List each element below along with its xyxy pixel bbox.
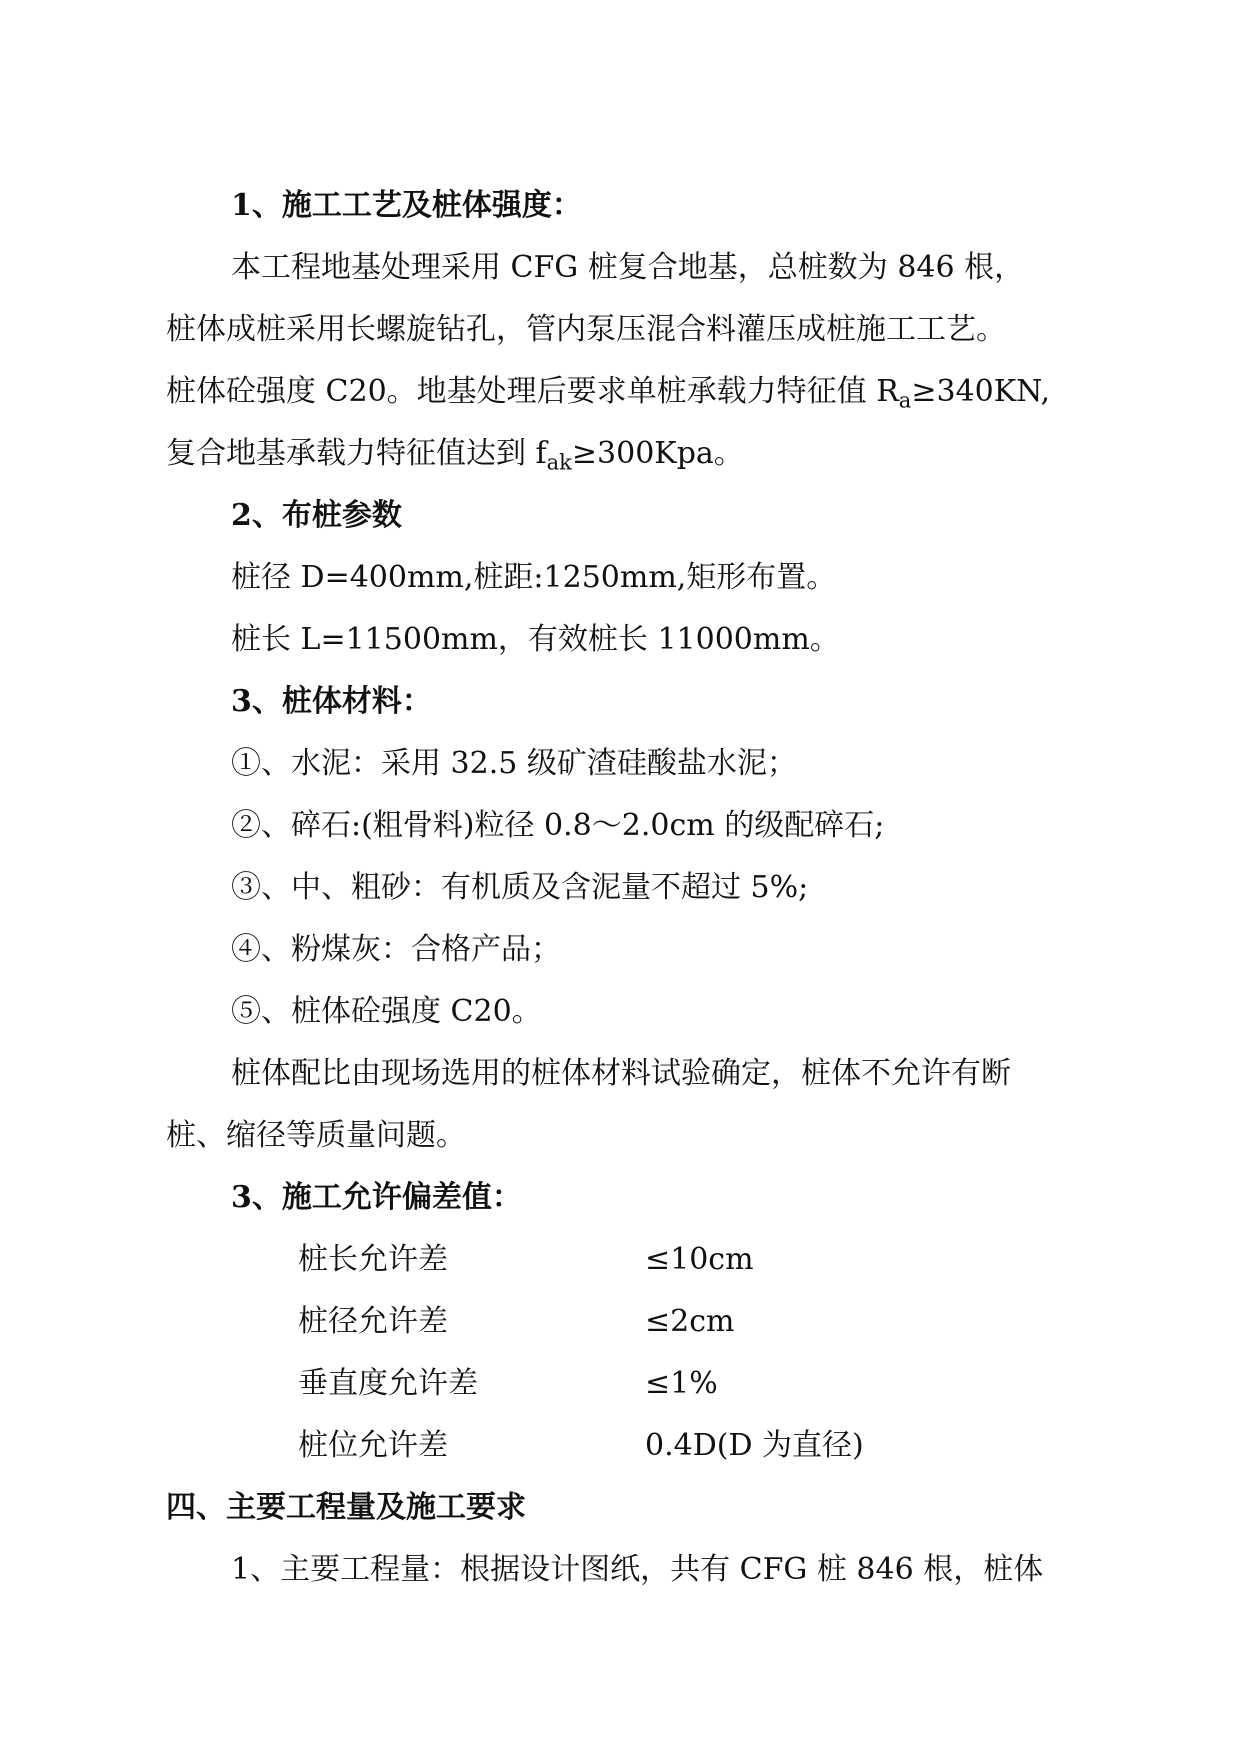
section-heading-construction-process: 1、施工工艺及桩体强度： — [231, 188, 582, 223]
tolerance-row — [0, 1229, 1241, 1291]
tolerance-row — [0, 1353, 1241, 1415]
text-run: 桩体砼强度 C20。地基处理后要求单桩承载力特征值 R — [166, 374, 899, 409]
subscript: a — [898, 388, 912, 413]
subscript: ak — [546, 450, 572, 475]
list-item: ⑤、桩体砼强度 C20。 — [231, 994, 542, 1029]
text-run: 复合地基承载力特征值达到 f — [166, 436, 547, 471]
paragraph-line: 本工程地基处理采用 CFG 桩复合地基，总桩数为 846 根， — [231, 250, 1025, 285]
tolerance-name: 桩位允许差 — [298, 1428, 448, 1463]
paragraph-line: 桩长 L=11500mm，有效桩长 11000mm。 — [231, 622, 840, 657]
paragraph-line-composite-capacity — [0, 423, 1241, 485]
paragraph-line: 1、主要工程量：根据设计图纸，共有 CFG 桩 846 根，桩体 — [231, 1552, 1044, 1587]
tolerance-row — [0, 1291, 1241, 1353]
tolerance-value: ≤2cm — [645, 1304, 735, 1339]
section-heading-tolerances: 3、施工允许偏差值： — [231, 1180, 522, 1215]
tolerance-value: ≤1% — [645, 1366, 718, 1401]
paragraph-line: 桩径 D=400mm,桩距:1250mm,矩形布置。 — [231, 560, 837, 595]
text-run: ≥340KN, — [911, 374, 1051, 409]
paragraph-line: 桩体成桩采用长螺旋钻孔，管内泵压混合料灌压成桩施工工艺。 — [166, 312, 1006, 347]
list-item: ③、中、粗砂：有机质及含泥量不超过 5%; — [231, 870, 809, 905]
text-run: ≥300Kpa。 — [571, 436, 744, 471]
section-heading-pile-layout: 2、布桩参数 — [231, 498, 402, 533]
list-item: ④、粉煤灰：合格产品； — [231, 932, 561, 967]
tolerance-name: 桩长允许差 — [298, 1242, 448, 1277]
paragraph-line: 桩、缩径等质量问题。 — [166, 1118, 466, 1153]
list-item: ①、水泥：采用 32.5 级矿渣硅酸盐水泥； — [231, 746, 797, 781]
tolerance-value: 0.4D(D 为直径) — [645, 1428, 864, 1463]
tolerance-name: 垂直度允许差 — [298, 1366, 478, 1401]
tolerance-row — [0, 1415, 1241, 1477]
paragraph-line-bearing-capacity — [0, 361, 1241, 423]
section-heading-pile-materials: 3、桩体材料： — [231, 684, 432, 719]
tolerance-name: 桩径允许差 — [298, 1304, 448, 1339]
tolerance-value: ≤10cm — [645, 1242, 754, 1277]
list-item: ②、碎石:(粗骨料)粒径 0.8～2.0cm 的级配碎石; — [231, 808, 885, 843]
paragraph-line: 桩体配比由现场选用的桩体材料试验确定，桩体不允许有断 — [231, 1056, 1011, 1091]
chapter-heading-quantities: 四、主要工程量及施工要求 — [166, 1490, 526, 1525]
